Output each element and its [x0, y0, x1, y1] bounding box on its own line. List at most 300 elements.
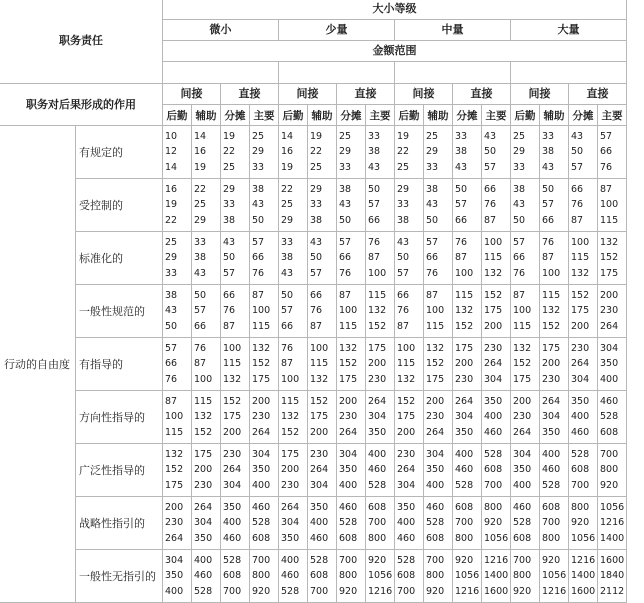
auxiliary-header: 辅助 — [192, 105, 221, 126]
value-line: 33 — [165, 267, 178, 279]
value-line: 200 — [571, 320, 590, 332]
value-line: 57 — [426, 236, 439, 248]
value-line: 152 — [571, 289, 590, 301]
indirect-header: 间接 — [163, 84, 221, 105]
value-line: 400 — [310, 517, 329, 529]
value-line: 1056 — [368, 570, 393, 582]
grade-header-medium: 中量 — [395, 20, 511, 41]
value-line: 175 — [194, 448, 213, 460]
value-line: 25 — [252, 130, 265, 142]
value-line: 132 — [368, 305, 387, 317]
value-line: 66 — [571, 183, 584, 195]
value-line: 304 — [397, 479, 416, 491]
value-line: 57 — [484, 161, 497, 173]
value-line: 175 — [426, 373, 445, 385]
value-line: 132 — [600, 236, 619, 248]
value-line: 400 — [600, 373, 619, 385]
value-line: 264 — [194, 501, 213, 513]
value-line: 400 — [281, 554, 300, 566]
value-cell — [308, 391, 337, 444]
value-cell — [163, 338, 192, 391]
value-line: 76 — [368, 236, 381, 248]
row-label: 有指导的 — [76, 338, 163, 391]
value-line: 29 — [426, 146, 439, 158]
value-line: 132 — [281, 411, 300, 423]
value-line: 608 — [513, 532, 532, 544]
value-line: 76 — [426, 267, 439, 279]
value-line: 264 — [571, 358, 590, 370]
value-line: 50 — [397, 252, 410, 264]
value-line: 38 — [223, 214, 236, 226]
value-line: 460 — [194, 570, 213, 582]
value-line: 38 — [542, 146, 555, 158]
value-line: 800 — [600, 464, 619, 476]
value-line: 76 — [571, 199, 584, 211]
value-cell — [482, 444, 511, 497]
value-line: 304 — [339, 448, 358, 460]
value-line: 76 — [339, 267, 352, 279]
value-line: 22 — [194, 183, 207, 195]
amount-range-cell — [163, 62, 279, 84]
value-cell — [221, 497, 250, 550]
value-line: 350 — [571, 395, 590, 407]
value-line: 800 — [252, 570, 271, 582]
value-line: 100 — [281, 373, 300, 385]
value-line: 264 — [513, 426, 532, 438]
value-cell — [279, 497, 308, 550]
main-header: 主要 — [598, 105, 627, 126]
value-line: 400 — [397, 517, 416, 529]
value-cell — [424, 497, 453, 550]
value-line: 200 — [542, 358, 561, 370]
value-line: 132 — [339, 342, 358, 354]
value-line: 43 — [368, 161, 381, 173]
value-cell — [221, 391, 250, 444]
value-line: 1840 — [600, 570, 625, 582]
value-line: 230 — [426, 411, 445, 423]
value-cell — [424, 232, 453, 285]
value-cell — [192, 285, 221, 338]
value-line: 29 — [339, 146, 352, 158]
value-cell — [279, 550, 308, 603]
value-line: 19 — [281, 161, 294, 173]
value-line: 57 — [455, 199, 468, 211]
value-line: 175 — [397, 411, 416, 423]
value-line: 38 — [368, 146, 381, 158]
value-line: 132 — [194, 411, 213, 423]
value-line: 528 — [455, 479, 474, 491]
value-line: 152 — [223, 395, 242, 407]
logistics-header: 后勤 — [279, 105, 308, 126]
value-line: 50 — [542, 183, 555, 195]
value-line: 100 — [368, 267, 387, 279]
value-line: 920 — [426, 585, 445, 597]
value-line: 100 — [455, 267, 474, 279]
value-line: 460 — [484, 426, 503, 438]
value-cell — [569, 285, 598, 338]
value-cell — [453, 232, 482, 285]
value-line: 16 — [281, 146, 294, 158]
value-line: 200 — [252, 395, 271, 407]
value-line: 304 — [542, 411, 561, 423]
value-line: 460 — [600, 395, 619, 407]
value-cell — [424, 338, 453, 391]
value-line: 400 — [165, 585, 184, 597]
value-line: 700 — [397, 585, 416, 597]
value-cell — [163, 232, 192, 285]
value-line: 100 — [542, 267, 561, 279]
value-cell — [308, 497, 337, 550]
value-line: 608 — [484, 464, 503, 476]
value-cell — [569, 232, 598, 285]
value-line: 152 — [397, 395, 416, 407]
value-cell — [308, 550, 337, 603]
value-line: 528 — [484, 448, 503, 460]
value-line: 800 — [542, 532, 561, 544]
value-line: 19 — [165, 199, 178, 211]
value-cell — [453, 285, 482, 338]
value-cell — [279, 285, 308, 338]
value-line: 350 — [281, 532, 300, 544]
value-line: 50 — [455, 183, 468, 195]
value-line: 230 — [339, 411, 358, 423]
value-line: 400 — [194, 554, 213, 566]
value-line: 38 — [310, 214, 323, 226]
value-cell — [250, 285, 279, 338]
value-line: 350 — [426, 464, 445, 476]
value-cell — [395, 497, 424, 550]
value-line: 1216 — [484, 554, 509, 566]
value-line: 57 — [194, 305, 207, 317]
value-line: 175 — [252, 373, 271, 385]
amount-range-header: 金额范围 — [163, 41, 627, 62]
value-line: 100 — [513, 305, 532, 317]
value-cell — [424, 391, 453, 444]
amount-range-cell — [279, 62, 395, 84]
value-line: 528 — [426, 517, 445, 529]
value-line: 76 — [165, 373, 178, 385]
value-cell — [540, 550, 569, 603]
value-line: 264 — [281, 501, 300, 513]
effect-header: 职务对后果形成的作用 — [0, 84, 163, 126]
side-label: 行动的自由度 — [0, 126, 76, 603]
value-line: 460 — [426, 501, 445, 513]
value-cell — [366, 179, 395, 232]
value-cell — [279, 391, 308, 444]
value-line: 700 — [484, 479, 503, 491]
value-line: 350 — [513, 464, 532, 476]
value-line: 66 — [397, 289, 410, 301]
value-line: 33 — [455, 130, 468, 142]
value-line: 43 — [455, 161, 468, 173]
value-line: 460 — [310, 532, 329, 544]
value-line: 1600 — [571, 585, 596, 597]
value-line: 200 — [281, 464, 300, 476]
value-line: 152 — [339, 358, 358, 370]
value-line: 14 — [165, 161, 178, 173]
value-line: 175 — [484, 305, 503, 317]
value-line: 1400 — [571, 570, 596, 582]
value-cell — [366, 338, 395, 391]
value-line: 152 — [252, 358, 271, 370]
value-line: 800 — [455, 532, 474, 544]
value-line: 608 — [310, 570, 329, 582]
value-line: 87 — [600, 183, 613, 195]
value-line: 800 — [513, 570, 532, 582]
value-line: 920 — [484, 517, 503, 529]
value-cell — [250, 497, 279, 550]
value-line: 115 — [600, 214, 619, 226]
value-line: 400 — [252, 479, 271, 491]
value-line: 16 — [194, 146, 207, 158]
value-line: 304 — [310, 479, 329, 491]
value-line: 175 — [281, 448, 300, 460]
value-line: 115 — [513, 320, 532, 332]
value-cell — [540, 126, 569, 179]
value-cell — [540, 179, 569, 232]
value-line: 200 — [484, 320, 503, 332]
indirect-header: 间接 — [395, 84, 453, 105]
value-line: 460 — [339, 501, 358, 513]
value-cell — [540, 285, 569, 338]
value-line: 400 — [223, 517, 242, 529]
value-cell — [569, 497, 598, 550]
value-line: 57 — [600, 130, 613, 142]
value-cell — [308, 232, 337, 285]
row-label: 战略性指引的 — [76, 497, 163, 550]
logistics-header: 后勤 — [511, 105, 540, 126]
value-cell — [337, 497, 366, 550]
value-cell — [366, 232, 395, 285]
value-line: 22 — [310, 146, 323, 158]
value-line: 50 — [484, 146, 497, 158]
row-label: 方向性指导的 — [76, 391, 163, 444]
value-line: 608 — [223, 570, 242, 582]
value-line: 152 — [310, 395, 329, 407]
value-line: 14 — [194, 130, 207, 142]
value-line: 152 — [281, 426, 300, 438]
value-line: 528 — [339, 517, 358, 529]
value-line: 920 — [368, 554, 387, 566]
value-line: 25 — [310, 161, 323, 173]
value-line: 230 — [571, 342, 590, 354]
value-line: 14 — [281, 130, 294, 142]
main-header: 主要 — [250, 105, 279, 126]
value-line: 66 — [223, 289, 236, 301]
value-cell — [221, 126, 250, 179]
value-line: 230 — [368, 373, 387, 385]
value-line: 230 — [397, 448, 416, 460]
value-line: 528 — [281, 585, 300, 597]
value-cell — [453, 338, 482, 391]
value-line: 350 — [310, 501, 329, 513]
value-cell — [511, 285, 540, 338]
shared-header: 分摊 — [453, 105, 482, 126]
value-cell — [337, 338, 366, 391]
logistics-header: 后勤 — [163, 105, 192, 126]
value-line: 1216 — [571, 554, 596, 566]
value-line: 66 — [281, 320, 294, 332]
shared-header: 分摊 — [569, 105, 598, 126]
value-cell — [453, 179, 482, 232]
value-line: 528 — [194, 585, 213, 597]
value-line: 115 — [484, 252, 503, 264]
value-line: 57 — [571, 161, 584, 173]
value-line: 25 — [194, 199, 207, 211]
value-line: 800 — [484, 501, 503, 513]
value-line: 460 — [252, 501, 271, 513]
value-line: 66 — [542, 214, 555, 226]
value-line: 700 — [339, 554, 358, 566]
value-line: 304 — [484, 373, 503, 385]
value-line: 57 — [223, 267, 236, 279]
direct-header: 直接 — [569, 84, 627, 105]
value-line: 200 — [194, 464, 213, 476]
value-line: 700 — [223, 585, 242, 597]
value-cell — [569, 179, 598, 232]
value-cell — [250, 391, 279, 444]
value-line: 100 — [194, 373, 213, 385]
value-line: 200 — [513, 395, 532, 407]
value-line: 230 — [513, 411, 532, 423]
value-line: 57 — [281, 305, 294, 317]
value-line: 43 — [223, 236, 236, 248]
value-line: 700 — [426, 554, 445, 566]
value-line: 43 — [426, 199, 439, 211]
value-cell — [395, 285, 424, 338]
value-cell — [395, 126, 424, 179]
value-line: 350 — [484, 395, 503, 407]
value-line: 43 — [252, 199, 265, 211]
value-cell — [308, 285, 337, 338]
value-cell — [395, 232, 424, 285]
value-line: 230 — [194, 479, 213, 491]
value-line: 76 — [194, 342, 207, 354]
value-line: 1216 — [368, 585, 393, 597]
value-cell — [192, 550, 221, 603]
value-line: 115 — [368, 289, 387, 301]
value-line: 175 — [368, 342, 387, 354]
value-cell — [221, 285, 250, 338]
value-line: 1056 — [455, 570, 480, 582]
value-line: 304 — [455, 411, 474, 423]
value-line: 25 — [397, 161, 410, 173]
value-line: 608 — [455, 501, 474, 513]
value-line: 400 — [339, 479, 358, 491]
value-line: 400 — [571, 411, 590, 423]
value-line: 304 — [223, 479, 242, 491]
value-line: 152 — [542, 320, 561, 332]
value-line: 33 — [281, 236, 294, 248]
value-line: 528 — [368, 479, 387, 491]
value-line: 152 — [600, 252, 619, 264]
row-label: 受控制的 — [76, 179, 163, 232]
value-line: 115 — [542, 289, 561, 301]
value-line: 76 — [542, 236, 555, 248]
value-line: 608 — [600, 426, 619, 438]
value-cell — [221, 444, 250, 497]
value-line: 87 — [455, 252, 468, 264]
value-line: 700 — [455, 517, 474, 529]
grade-header-large: 大量 — [511, 20, 627, 41]
value-line: 115 — [281, 395, 300, 407]
value-line: 175 — [165, 479, 184, 491]
value-cell — [424, 285, 453, 338]
value-cell — [598, 126, 627, 179]
value-line: 66 — [252, 252, 265, 264]
value-line: 700 — [542, 517, 561, 529]
value-line: 66 — [194, 320, 207, 332]
value-cell — [395, 444, 424, 497]
value-line: 460 — [281, 570, 300, 582]
value-line: 57 — [252, 236, 265, 248]
value-line: 608 — [571, 464, 590, 476]
value-line: 132 — [426, 342, 445, 354]
value-line: 460 — [397, 532, 416, 544]
value-line: 43 — [339, 199, 352, 211]
value-line: 33 — [368, 130, 381, 142]
value-line: 132 — [310, 373, 329, 385]
value-line: 87 — [542, 252, 555, 264]
value-cell — [540, 338, 569, 391]
value-line: 22 — [281, 183, 294, 195]
value-line: 200 — [223, 426, 242, 438]
value-line: 264 — [223, 464, 242, 476]
size-grade-header: 大小等级 — [163, 0, 627, 20]
value-line: 800 — [339, 570, 358, 582]
value-line: 57 — [397, 267, 410, 279]
value-line: 200 — [368, 358, 387, 370]
value-line: 460 — [513, 501, 532, 513]
value-cell — [337, 391, 366, 444]
row-label: 一般性规范的 — [76, 285, 163, 338]
value-line: 920 — [542, 554, 561, 566]
value-cell — [250, 232, 279, 285]
value-line: 50 — [426, 214, 439, 226]
value-line: 1216 — [600, 517, 625, 529]
value-line: 29 — [223, 183, 236, 195]
value-line: 76 — [281, 342, 294, 354]
value-line: 700 — [513, 554, 532, 566]
value-line: 43 — [194, 267, 207, 279]
value-line: 43 — [571, 130, 584, 142]
value-line: 350 — [600, 358, 619, 370]
value-line: 22 — [165, 214, 178, 226]
value-cell — [511, 126, 540, 179]
value-line: 460 — [368, 464, 387, 476]
value-line: 76 — [600, 161, 613, 173]
value-line: 43 — [281, 267, 294, 279]
value-line: 87 — [165, 395, 178, 407]
value-cell — [337, 444, 366, 497]
value-line: 100 — [339, 305, 358, 317]
value-cell — [598, 391, 627, 444]
value-line: 608 — [397, 570, 416, 582]
value-line: 304 — [368, 411, 387, 423]
direct-header: 直接 — [453, 84, 511, 105]
value-line: 350 — [223, 501, 242, 513]
value-line: 152 — [455, 320, 474, 332]
value-line: 400 — [542, 448, 561, 460]
value-line: 100 — [165, 411, 184, 423]
value-line: 1600 — [600, 554, 625, 566]
value-cell — [511, 232, 540, 285]
value-line: 528 — [397, 554, 416, 566]
value-line: 10 — [165, 130, 178, 142]
value-line: 87 — [252, 289, 265, 301]
value-cell — [511, 497, 540, 550]
value-cell — [279, 232, 308, 285]
